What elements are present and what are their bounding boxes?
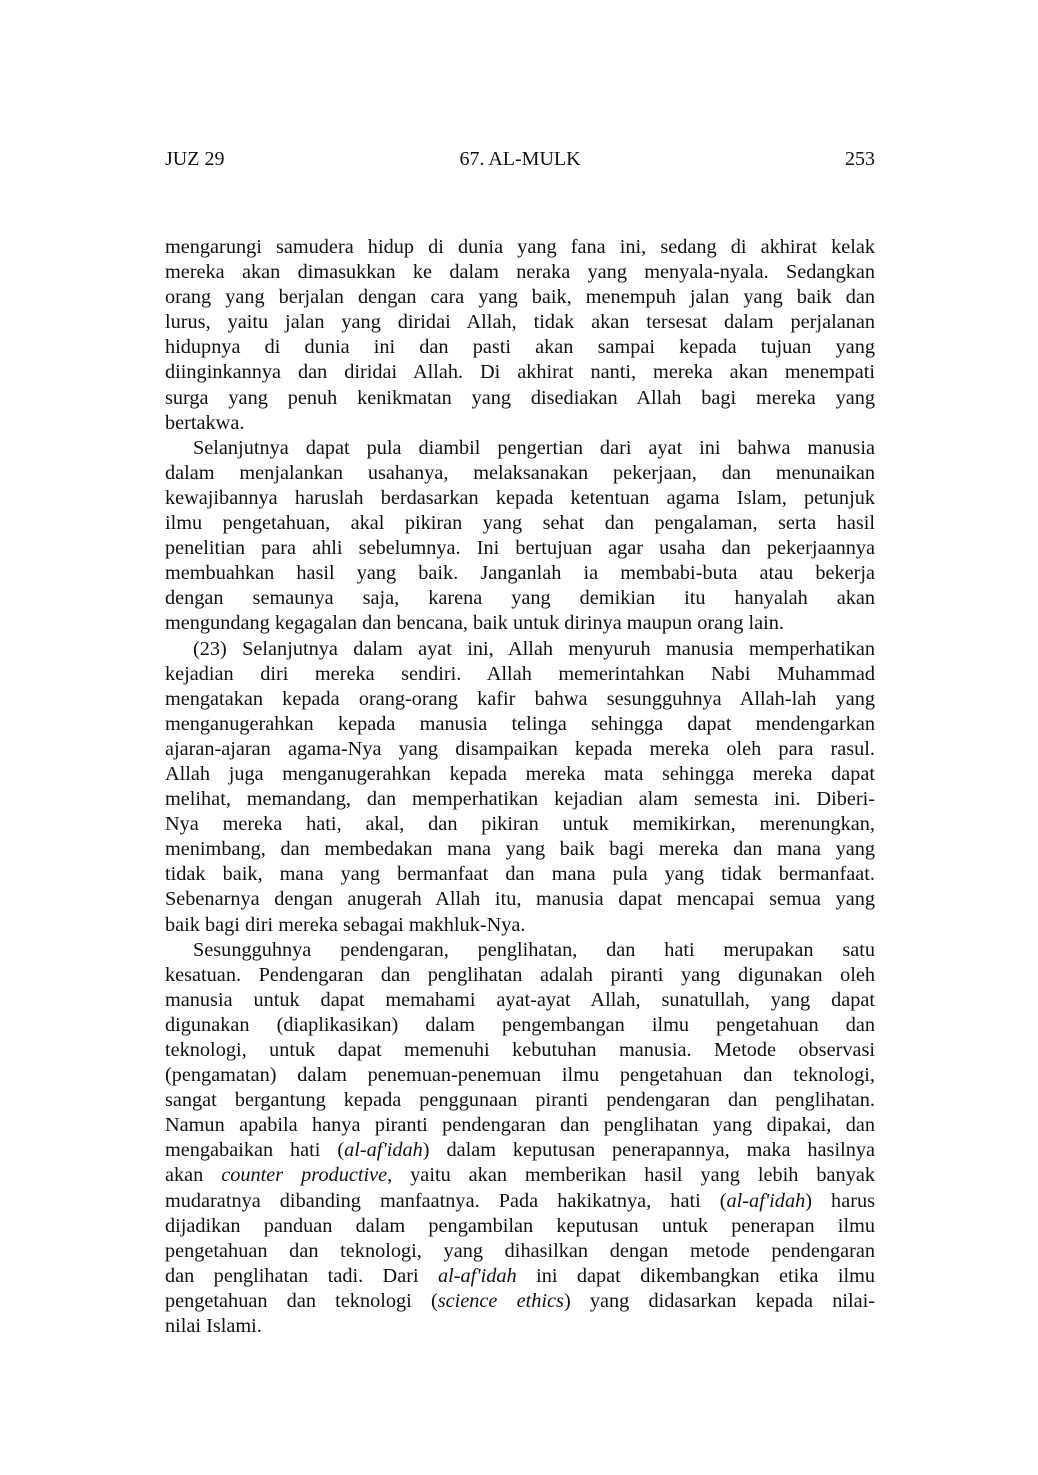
text-line: [165, 637, 875, 662]
italic-term: al-af'idah: [344, 1139, 423, 1162]
text-segment: mudaratnya dibanding manfaatnya. Pada hakikatnya, hati (: [165, 1189, 727, 1212]
text-line: [165, 411, 875, 436]
text-segment: akan: [165, 1164, 222, 1187]
text-segment: surga yang penuh kenikmatan yang disediakan Allah bagi mereka yang: [165, 386, 875, 409]
text-line: [165, 687, 875, 712]
text-line: [165, 737, 875, 762]
text-line: [165, 938, 875, 963]
text-line: [165, 1013, 875, 1038]
text-segment: dan penglihatan tadi. Dari: [165, 1264, 438, 1287]
text-segment: pengetahuan dan teknologi (: [165, 1289, 438, 1312]
text-segment: mengundang kegagalan dan bencana, baik untuk dirinya maupun orang lain.: [165, 612, 784, 635]
text-segment: baik bagi diri mereka sebagai makhluk-Nya.: [165, 913, 526, 936]
text-segment: dengan semaunya saja, karena yang demikian itu hanyalah akan: [165, 587, 875, 610]
paragraph: [165, 938, 875, 1340]
text-segment: membuahkan hasil yang baik. Janganlah ia membabi-buta atau bekerja: [165, 562, 875, 585]
text-line: [165, 1239, 875, 1264]
text-segment: mengarungi samudera hidup di dunia yang fana ini, sedang di akhirat kelak: [165, 236, 875, 258]
text-line: [165, 260, 875, 285]
text-line: [165, 1113, 875, 1138]
text-segment: melihat, memandang, dan memperhatikan kejadian alam semesta ini. Diberi-: [165, 788, 875, 811]
text-line: [165, 586, 875, 611]
text-line: [165, 235, 875, 260]
text-line: [165, 1314, 875, 1339]
text-segment: kejadian diri mereka sendiri. Allah memerintahkan Nabi Muhammad: [165, 662, 875, 685]
text-segment: hidupnya di dunia ini dan pasti akan sampai kepada tujuan yang: [165, 336, 875, 359]
text-line: [165, 486, 875, 511]
text-line: [165, 712, 875, 737]
text-line: [165, 461, 875, 486]
text-line: [165, 360, 875, 385]
paragraph: [165, 436, 875, 637]
text-line: [165, 436, 875, 461]
text-line: [165, 1163, 875, 1188]
italic-term: science ethics: [437, 1289, 564, 1312]
text-line: [165, 1189, 875, 1214]
text-segment: ) dalam keputusan penerapannya, maka hasilnya: [422, 1139, 876, 1162]
text-line: [165, 386, 875, 411]
running-header: [165, 146, 875, 172]
text-line: [165, 561, 875, 586]
text-line: [165, 837, 875, 862]
text-segment: menganugerahkan kepada manusia telinga sehingga dapat mendengarkan: [165, 712, 875, 735]
text-segment: bertakwa.: [165, 411, 245, 434]
text-segment: sangat bergantung kepada penggunaan piranti pendengaran dan penglihatan.: [165, 1089, 875, 1112]
text-segment: orang yang berjalan dengan cara yang baik, menempuh jalan yang baik dan: [165, 286, 875, 309]
text-line: [165, 285, 875, 310]
juz-label: JUZ 29: [165, 148, 225, 170]
text-line: [165, 988, 875, 1013]
text-segment: manusia untuk dapat memahami ayat-ayat Allah, sunatullah, yang dapat: [165, 988, 875, 1011]
text-segment: Sesungguhnya pendengaran, penglihatan, dan hati merupakan satu: [193, 938, 875, 961]
text-line: [165, 1038, 875, 1063]
text-line: [165, 511, 875, 536]
text-segment: penelitian para ahli sebelumnya. Ini bertujuan agar usaha dan pekerjaannya: [165, 537, 875, 560]
text-line: [165, 812, 875, 837]
text-segment: ) yang didasarkan kepada nilai-: [563, 1289, 875, 1312]
text-line: [165, 335, 875, 360]
text-line: [165, 762, 875, 787]
text-segment: mengatakan kepada orang-orang kafir bahwa sesungguhnya Allah-lah yang: [165, 687, 875, 710]
text-segment: menimbang, dan membedakan mana yang baik bagi mereka dan mana yang: [165, 838, 875, 861]
text-segment: kewajibannya haruslah berdasarkan kepada ketentuan agama Islam, petunjuk: [165, 486, 875, 509]
text-segment: nilai Islami.: [165, 1315, 262, 1338]
text-line: [165, 1063, 875, 1088]
surah-title: 67. AL-MULK: [459, 148, 581, 170]
text-segment: Allah juga menganugerahkan kepada mereka mata sehingga mereka dapat: [165, 762, 875, 785]
text-segment: , yaitu akan memberikan hasil yang lebih banyak: [387, 1164, 875, 1187]
text-segment: tidak baik, mana yang bermanfaat dan mana pula yang tidak bermanfaat.: [165, 863, 875, 886]
text-segment: ajaran-ajaran agama-Nya yang disampaikan kepada mereka oleh para rasul.: [165, 737, 875, 760]
text-line: [165, 787, 875, 812]
text-segment: Selanjutnya dapat pula diambil pengertian dari ayat ini bahwa manusia: [193, 436, 875, 459]
text-segment: (pengamatan) dalam penemuan-penemuan ilmu pengetahuan dan teknologi,: [165, 1064, 875, 1087]
text-line: [165, 1138, 875, 1163]
text-segment: dalam menjalankan usahanya, melaksanakan pekerjaan, dan menunaikan: [165, 461, 875, 484]
text-segment: ini dapat dikembangkan etika ilmu: [516, 1264, 875, 1287]
text-segment: diinginkannya dan diridai Allah. Di akhirat nanti, mereka akan menempati: [165, 361, 875, 384]
text-segment: digunakan (diaplikasikan) dalam pengembangan ilmu pengetahuan dan: [165, 1013, 875, 1036]
text-line: [165, 611, 875, 636]
text-line: [165, 963, 875, 988]
text-line: [165, 1214, 875, 1239]
text-line: [165, 662, 875, 687]
text-line: [165, 536, 875, 561]
text-segment: Namun apabila hanya piranti pendengaran dan penglihatan yang dipakai, dan: [165, 1114, 875, 1137]
text-line: [165, 310, 875, 335]
text-segment: ilmu pengetahuan, akal pikiran yang sehat dan pengalaman, serta hasil: [165, 512, 875, 535]
text-line: [165, 1289, 875, 1314]
paragraph: [165, 235, 875, 436]
text-segment: Nya mereka hati, akal, dan pikiran untuk memikirkan, merenungkan,: [165, 813, 875, 836]
text-segment: kesatuan. Pendengaran dan penglihatan adalah piranti yang digunakan oleh: [165, 963, 875, 986]
body-text: [165, 235, 875, 1339]
text-segment: teknologi, untuk dapat memenuhi kebutuhan manusia. Metode observasi: [165, 1039, 875, 1061]
text-segment: ) harus: [805, 1189, 875, 1212]
page-number: 253: [845, 148, 875, 170]
italic-term: al-af'idah: [438, 1264, 517, 1287]
text-line: [165, 1264, 875, 1289]
text-segment: mengabaikan hati (: [165, 1139, 345, 1162]
text-segment: Sebenarnya dengan anugerah Allah itu, manusia dapat mencapai semua yang: [165, 888, 875, 911]
text-segment: lurus, yaitu jalan yang diridai Allah, tidak akan tersesat dalam perjalanan: [165, 311, 875, 334]
paragraph: [165, 637, 875, 938]
italic-term: al-af'idah: [726, 1189, 806, 1212]
text-line: [165, 913, 875, 938]
text-line: [165, 887, 875, 912]
italic-term: counter productive: [221, 1164, 388, 1187]
text-line: [165, 862, 875, 887]
text-segment: dijadikan panduan dalam pengambilan keputusan untuk penerapan ilmu: [165, 1214, 875, 1237]
text-segment: (23) Selanjutnya dalam ayat ini, Allah menyuruh manusia memperhatikan: [193, 637, 875, 660]
text-line: [165, 1088, 875, 1113]
text-segment: pengetahuan dan teknologi, yang dihasilkan dengan metode pendengaran: [165, 1239, 875, 1262]
text-segment: mereka akan dimasukkan ke dalam neraka yang menyala-nyala. Sedangkan: [165, 261, 875, 284]
